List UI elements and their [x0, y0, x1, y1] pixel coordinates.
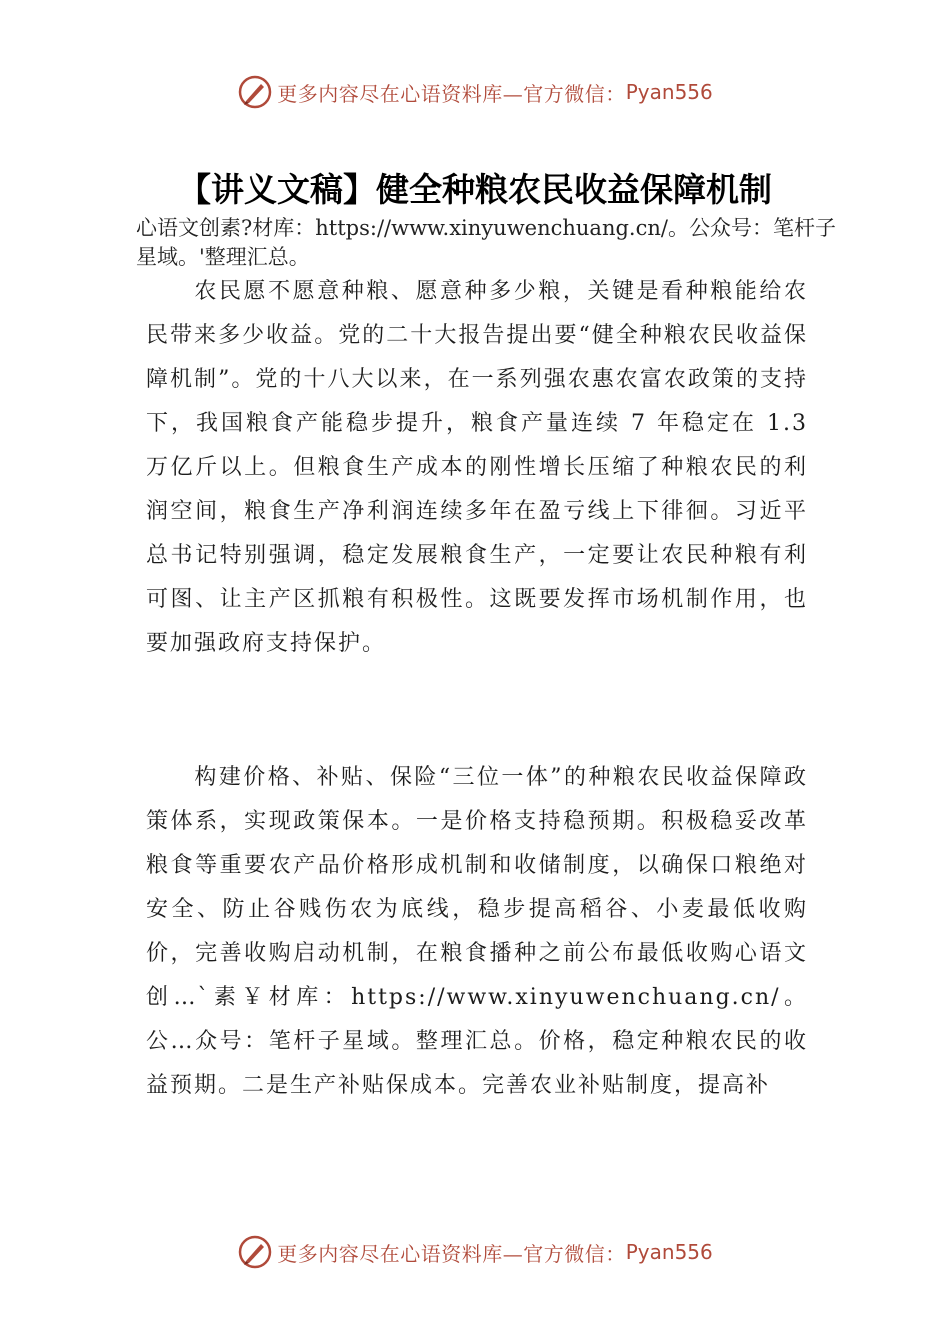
header-watermark [0, 72, 950, 112]
watermark-wechat-id: Pyan556 [625, 80, 713, 104]
pen-logo-icon [237, 74, 273, 110]
watermark-text: 更多内容尽在心语资料库—官方微信： [277, 1241, 626, 1266]
watermark-wechat-id: Pyan556 [625, 1240, 713, 1264]
paragraph-2: 构建价格、补贴、保险“三位一体”的种粮农民收益保障政策体系，实现政策保本。一是价格支持稳预期。积极稳妥改革粮食等重要农产品价格形成机制和收储制度，以确保口粮绝对安全、防止谷贱伤农为底线，稳步提高稻谷、小麦最低收购价，完善收购启动机制，在粮食播种之前公布最低收购心语文创…`素￥材库：https://www.xinyuwenchuang.cn/。公…众号：笔杆子星域。整理汇总。价格，稳定种粮农民的收益预期。二是生产补贴保成本。完善农业补贴制度，提高补 [146, 765, 808, 1098]
pen-logo-icon [237, 1234, 273, 1270]
watermark-text: 更多内容尽在心语资料库—官方微信： [277, 81, 626, 106]
source-line: 心语文创素?材库：https://www.xinyuwenchuang.cn/。公众号：笔杆子星域。'整理汇总。 [136, 216, 836, 269]
document-title: 【讲义文稿】健全种粮农民收益保障机制 [178, 170, 772, 209]
paragraph-1: 农民愿不愿意种粮、愿意种多少粮，关键是看种粮能给农民带来多少收益。党的二十大报告提出要“健全种粮农民收益保障机制”。党的十八大以来，在一系列强农惠农富农政策的支持下，我国粮食产能稳步提升，粮食产量连续 7 年稳定在 1.3 万亿斤以上。但粮食生产成本的刚性增长压缩了种粮农民的利润空间，粮食生产净利润连续多年在盈亏线上下徘徊。习近平总书记特别强调，稳定发展粮食生产，一定要让农民种粮有利可图、让主产区抓粮有积极性。这既要发挥市场机制作用，也要加强政府支持保护。 [146, 279, 808, 656]
footer-watermark [0, 1232, 950, 1272]
